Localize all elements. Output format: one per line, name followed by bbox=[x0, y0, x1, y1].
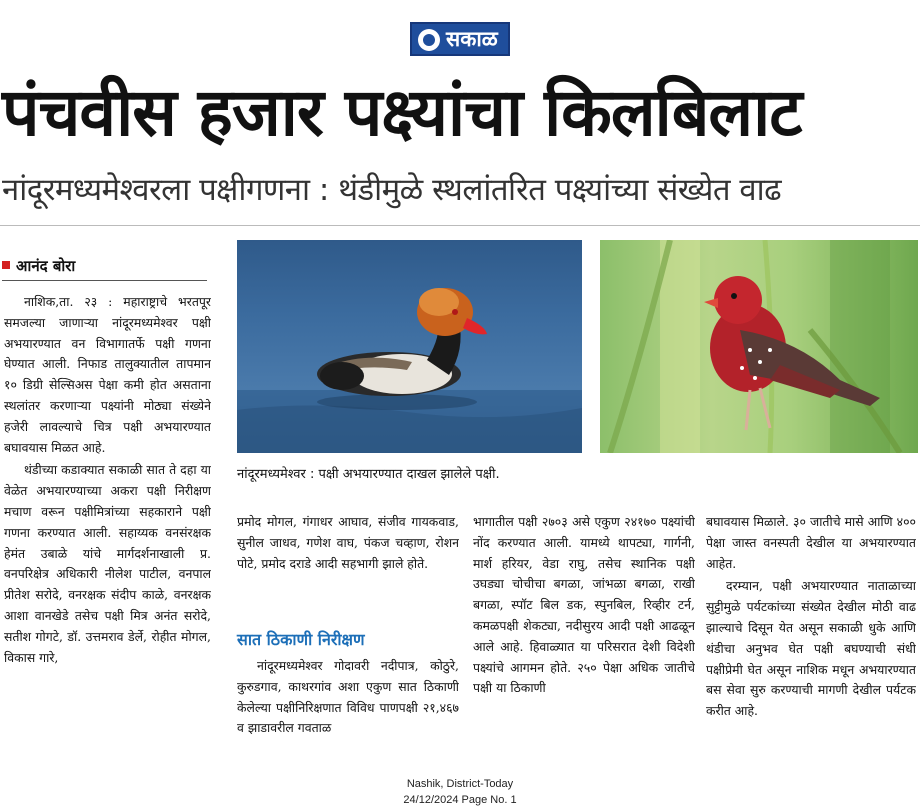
finch-photo bbox=[600, 240, 918, 453]
footer-date-page: 24/12/2024 Page No. 1 bbox=[403, 794, 517, 806]
page-footer bbox=[340, 776, 580, 808]
footer-edition: Nashik, District-Today bbox=[406, 778, 514, 790]
paragraph: नाशिक,ता. २३ : महाराष्ट्राचे भरतपूर समजल्या जाणाऱ्या नांदूरमध्यमेश्वर पक्षी अभयारण्यात वन विभागातर्फे पक्षी गणना घेण्यात आली. निफाड तालुक्यातील तापमान १० डिग्री सेल्सिअस पेक्षा कमी होत असताना स्थलांतर करणाऱ्या पक्ष्यांनी मोठ्या संख्येने हजेरी लावल्याचे चित्र पक्षी अभयारण्यात बघावयास मिळत आहे. bbox=[4, 294, 211, 455]
photo-caption: नांदूरमध्यमेश्वर : पक्षी अभयारण्यात दाखल झालेले पक्षी. bbox=[237, 467, 500, 482]
logo-text: सकाळ bbox=[446, 27, 498, 51]
bullet-square-icon bbox=[2, 261, 10, 269]
byline-author: आनंद बोरा bbox=[16, 257, 76, 275]
subheadline: नांदूरमध्यमेश्वरला पक्षीगणना : थंडीमुळे स्थलांतरित पक्ष्यांच्या संख्येत वाढ bbox=[2, 172, 782, 208]
divider bbox=[0, 225, 920, 226]
byline-divider bbox=[2, 280, 207, 281]
logo-emblem-icon bbox=[418, 29, 440, 51]
newspaper-logo bbox=[410, 22, 510, 56]
paragraph: भागातील पक्षी २७०३ असे एकुण २४१७० पक्ष्यांची नोंद करण्यात आली. यामध्ये थापट्या, गार्गनी, मार्श हरियर, वेडा राघु, तसेच स्थानिक पक्षी उघड्या चोचीचा बगळा, जांभळा बगळा, राखी बगळा, स्पॉट बिल डक, स्पुनबिल, रिव्हीर टर्न, कमळपक्षी शेकट्या, नदीसुरय आदी पक्षी आढळून आले आहे. हिवाळ्यात या परिसरात देशी विदेशी पक्ष्यांचे आगमन होते. २५० पेक्षा अधिक जातीचे पक्षी या ठिकाणी bbox=[473, 514, 695, 696]
duck-photo bbox=[237, 240, 582, 453]
headline: पंचवीस हजार पक्ष्यांचा किलबिलाट bbox=[2, 73, 802, 151]
paragraph: बघावयास मिळाले. ३० जातीचे मासे आणि ४०० पेक्षा जास्त वनस्पती देखील या अभयारण्यात आहेत. bbox=[706, 514, 916, 571]
byline bbox=[2, 254, 207, 278]
duck-illustration bbox=[237, 240, 582, 453]
paragraph: दरम्यान, पक्षी अभयारण्यात नाताळाच्या सुट्टीमुळे पर्यटकांच्या संख्येत देखील मोठी वाढ झाल्याचे दिसून येत असून सकाळी धुके आणि थंडीचा अनुभव घेत पक्षी बघण्याची संधी पक्षीप्रेमी घेत असून नाशिक मधून अभयारण्यात बस सेवा सुरु करण्याची मागणी देखील पर्यटक करीत आहे. bbox=[706, 578, 916, 719]
article-column-2 bbox=[237, 512, 459, 604]
section-heading: सात ठिकाणी निरीक्षण bbox=[237, 630, 365, 649]
article-column-4 bbox=[706, 512, 916, 780]
finch-illustration bbox=[600, 240, 918, 453]
paragraph: थंडीच्या कडाक्यात सकाळी सात ते दहा या वेळेत अभयारण्याच्या अकरा पक्षी निरीक्षण मचाण वरून पक्षीमित्रांच्या सहकाराने पक्षी गणना करण्यात आली. सहाय्यक वनसंरक्षक हेमंत उबाळे यांचे मार्गदर्शनाखाली प्र. वनपरिक्षेत्र अधिकारी नीलेश पाटील, वनपाल प्रीतेश सरोदे, वनरक्षक संदीप काळे, वनरक्षक आशा वानखेडे तसेच पक्षी मित्र अनंत सरोदे, सतीश गोगटे, डॉ. उत्तमराव डेर्ले, रोहीत मोगल, विकास गारे, bbox=[4, 462, 211, 665]
article-column-1 bbox=[4, 292, 211, 772]
article-column-3 bbox=[473, 512, 695, 780]
paragraph: नांदूरमध्यमेश्वर गोदावरी नदीपात्र, कोठुरे, कुरुडगाव, काथरगांव अशा एकुण सात ठिकाणी केलेल्या पक्षीनिरिक्षणात विविध पाणपक्षी २१,४६७ व झाडावरील गवताळ bbox=[237, 658, 459, 736]
article-column-2-continued bbox=[237, 656, 459, 776]
paragraph: प्रमोद मोगल, गंगाधर आघाव, संजीव गायकवाड, सुनील जाधव, गणेश वाघ, पंकज चव्हाण, रोशन पोटे, प्रमोद दराडे आदी सहभागी झाले होते. bbox=[237, 514, 459, 571]
